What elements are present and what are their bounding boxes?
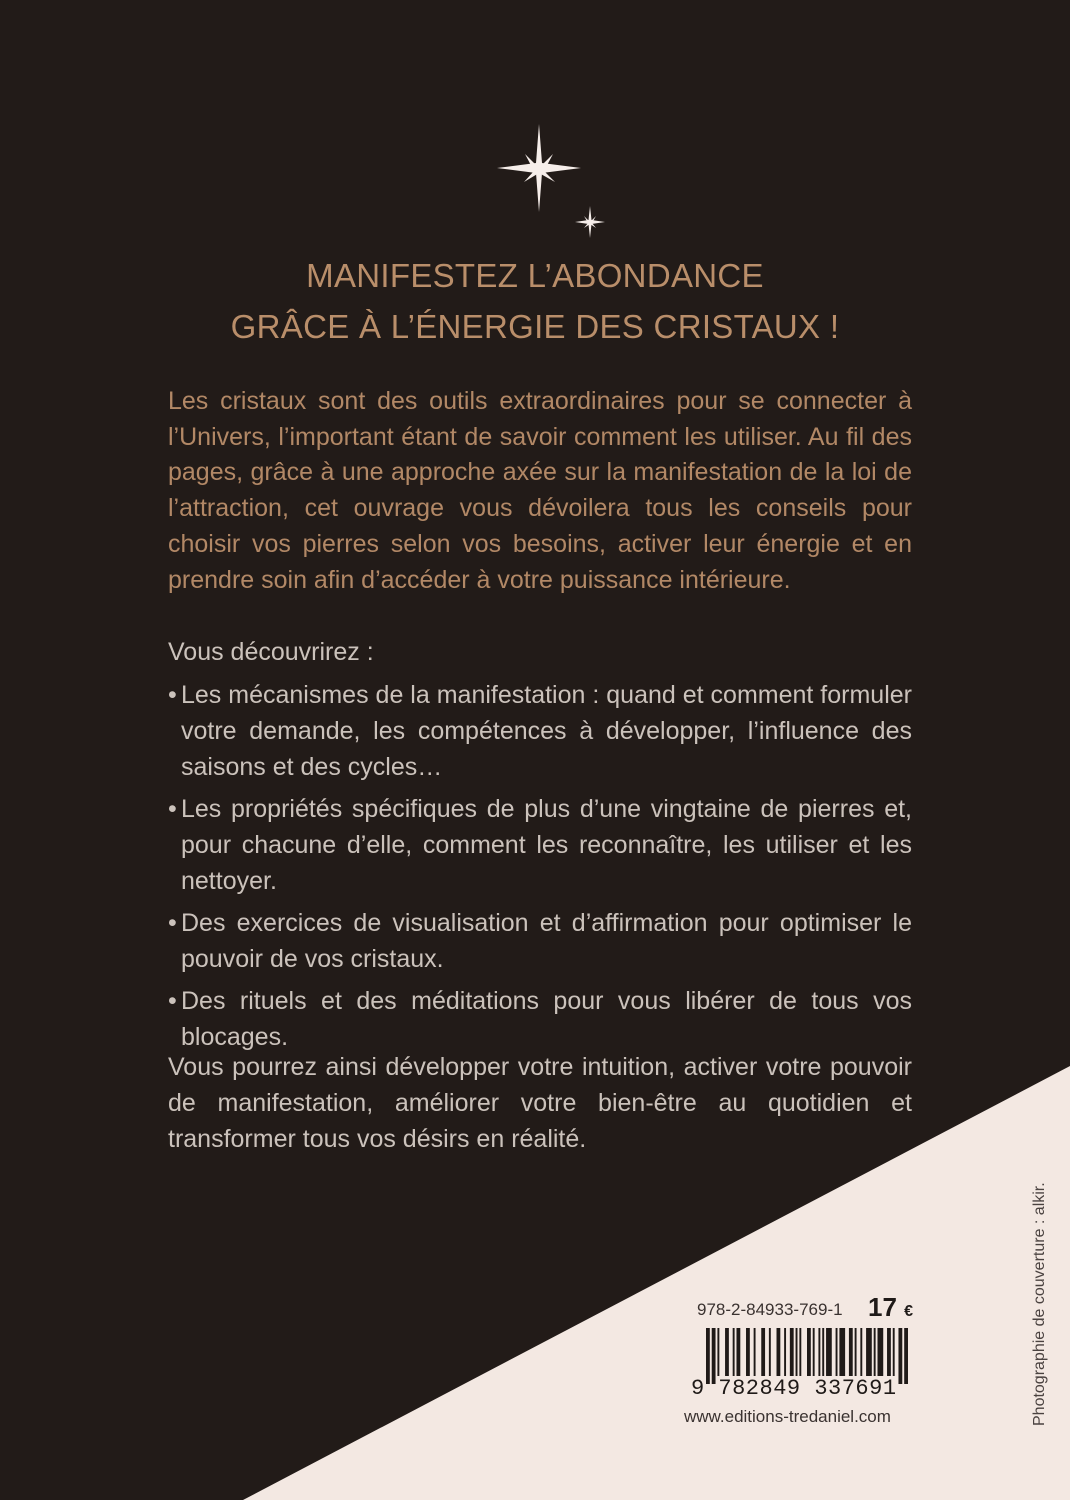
discover-item-text: Les propriétés spécifiques de plus d’une vingtaine de pierres et, pour chacune d’elle, comment les reconnaître, les utiliser et les nettoyer. <box>181 795 912 895</box>
barcode-bar <box>893 1328 895 1376</box>
barcode-bar <box>874 1328 876 1376</box>
price-amount: 17 <box>868 1292 897 1322</box>
barcode-bar <box>878 1328 884 1376</box>
barcode-bar <box>839 1328 845 1376</box>
sparkle-star-large-icon <box>497 124 581 212</box>
barcode-bar <box>777 1328 781 1376</box>
barcode-bar <box>725 1328 729 1376</box>
barcode-bar <box>813 1328 815 1376</box>
barcode-digits: 9 782849 337691 <box>691 1376 897 1401</box>
barcode-bar <box>887 1328 891 1376</box>
discover-item-text: Les mécanismes de la manifestation : quand et comment formuler votre demande, les compétences à développer, l’influence des saisons et des cycles… <box>181 681 912 781</box>
discover-list-item <box>168 791 912 899</box>
barcode-bar <box>904 1328 908 1384</box>
discover-title: Vous découvrirez : <box>168 638 374 666</box>
barcode-bar <box>769 1328 771 1376</box>
barcode-bar <box>799 1328 801 1376</box>
discover-list-item <box>168 677 912 785</box>
barcode-bar <box>796 1328 798 1376</box>
barcode-bar <box>818 1328 820 1376</box>
barcode-bar <box>807 1328 811 1376</box>
photo-credit: Photographie de couverture : alkir. <box>1031 1182 1048 1426</box>
discover-list-item <box>168 905 912 977</box>
barcode-bar <box>790 1328 794 1376</box>
discover-item-text: Des exercices de visualisation et d’affirmation pour optimiser le pouvoir de vos cristaux. <box>181 909 912 973</box>
barcode-bar <box>733 1328 735 1376</box>
bullet-dot: • <box>168 909 177 937</box>
barcode-bar <box>898 1328 902 1384</box>
bullet-dot: • <box>168 681 177 709</box>
price-tag <box>868 1290 913 1329</box>
discover-list-item <box>168 983 912 1055</box>
barcode-bar <box>746 1328 750 1376</box>
barcode-bar <box>836 1328 838 1376</box>
barcode-bar <box>717 1328 719 1376</box>
barcode-bar <box>822 1328 824 1376</box>
barcode-bar <box>754 1328 756 1376</box>
isbn-number: 978-2-84933-769-1 <box>697 1300 843 1319</box>
bullet-dot: • <box>168 987 177 1015</box>
intro-paragraph: Les cristaux sont des outils extraordinaires pour se connecter à l’Univers, l’important étant de savoir comment les utiliser. Au fil des pages, grâce à une approche axée sur la manifestation de la loi de l’attraction, cet ouvrage vous dévoilera tous les conseils pour choisir vos pierres selon vos besoins, activer leur énergie et en prendre soin afin d’accéder à votre puissance intérieure. <box>168 387 912 594</box>
barcode-bar <box>736 1328 740 1376</box>
barcode-bar <box>849 1328 853 1376</box>
barcode-bar <box>855 1328 857 1376</box>
barcode-bar <box>860 1328 862 1376</box>
sparkle-star-small-icon <box>575 206 605 238</box>
barcode-bar <box>866 1328 872 1376</box>
conclusion-paragraph: Vous pourrez ainsi développer votre intuition, activer votre pouvoir de manifestation, améliorer votre bien-être au quotidien et transformer tous vos désirs en réalité. <box>168 1053 912 1153</box>
headline-line-2: GRÂCE À L’ÉNERGIE DES CRISTAUX ! <box>230 308 840 345</box>
bullet-dot: • <box>168 795 177 823</box>
barcode-bar <box>784 1328 786 1376</box>
headline-line-1: MANIFESTEZ L’ABONDANCE <box>306 257 764 294</box>
discover-item-text: Des rituels et des méditations pour vous libérer de tous vos blocages. <box>181 987 912 1051</box>
price-currency: € <box>904 1303 914 1320</box>
barcode-bar <box>826 1328 832 1376</box>
barcode-bar <box>761 1328 765 1376</box>
publisher-website: www.editions-tredaniel.com <box>684 1407 891 1426</box>
